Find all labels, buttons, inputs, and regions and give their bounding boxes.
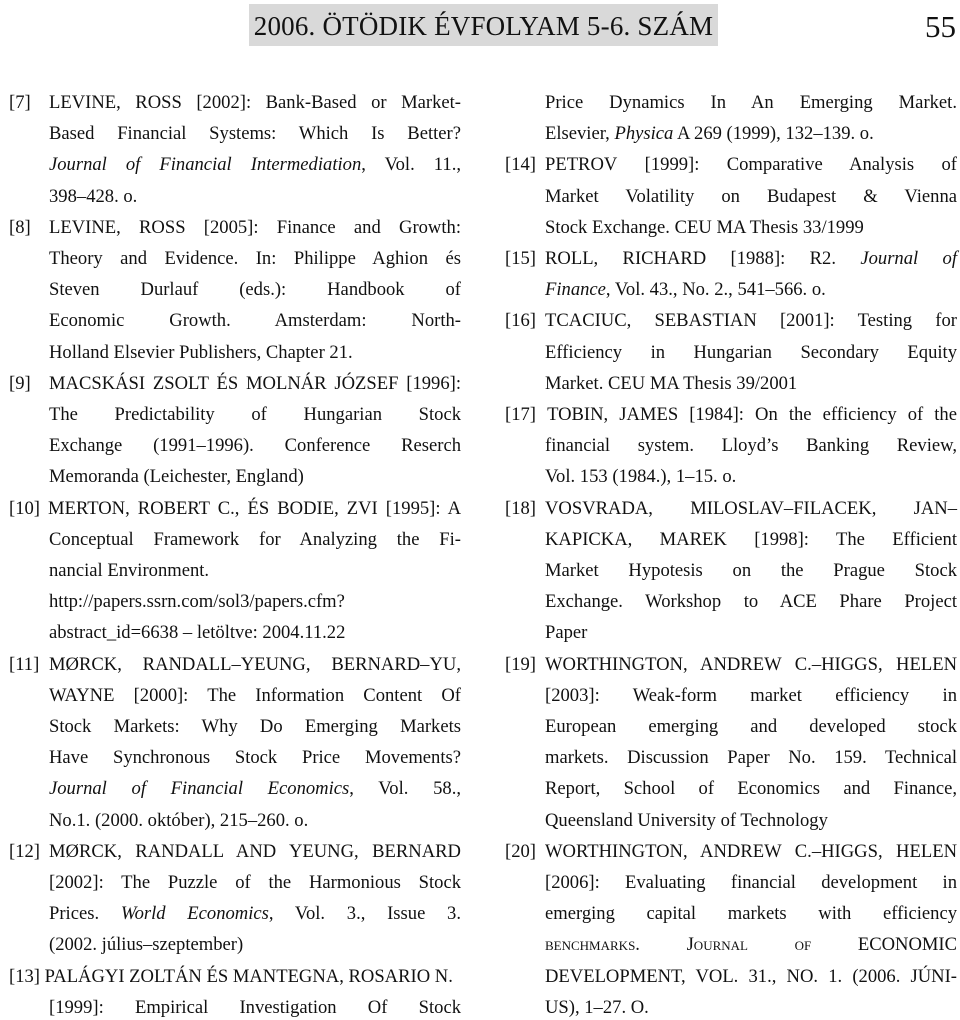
reference-journal: Finance: [545, 279, 606, 301]
reference-text: financial system. Lloyd’s Banking Review,: [545, 435, 957, 457]
reference-text: , Vol. 58.,: [349, 778, 461, 800]
reference-text: [1998]: The Efficient: [726, 528, 957, 550]
reference-number: [14]: [505, 154, 536, 176]
reference-text: (2002. július–szeptember): [49, 934, 244, 956]
reference-13: [9, 961, 461, 1020]
reference-text: Stock Exchange. CEU MA Thesis 33/1999: [545, 216, 864, 238]
reference-text: Stock Markets: Why Do Emerging Markets: [49, 716, 461, 738]
reference-text: No.1. (2000. október), 215–260. o.: [49, 809, 309, 831]
reference-text: [1996]:: [398, 372, 461, 394]
reference-11: [9, 649, 461, 836]
reference-text: Steven Durlauf (eds.): Handbook of: [49, 279, 461, 301]
reference-text: Holland Elsevier Publishers, Chapter 21.: [49, 341, 353, 363]
reference-author: LEVINE, ROSS: [49, 92, 182, 113]
reference-text: [1988]: R2.: [706, 248, 861, 270]
reference-text: Economic Growth. Amsterdam: North-: [49, 310, 461, 332]
reference-journal: Journal of Financial Intermediation: [49, 154, 362, 176]
reference-number: [7]: [9, 92, 31, 113]
page-number: 55: [925, 9, 956, 44]
reference-9: [9, 368, 461, 493]
reference-20: [505, 836, 957, 1020]
right-column: [505, 87, 957, 1020]
reference-text: markets. Discussion Paper No. 159. Technical: [545, 747, 957, 769]
reference-text: Market Volatility on Budapest & Vienna: [545, 185, 957, 207]
reference-15: [505, 243, 957, 305]
reference-10: [9, 493, 461, 649]
reference-text: [2003]: Weak-form market efficiency in: [545, 684, 957, 706]
reference-text: Exchange. Workshop to ACE Phare Project: [545, 591, 957, 613]
reference-text: Market. CEU MA Thesis 39/2001: [545, 372, 798, 394]
reference-text: [1995]: A: [377, 497, 461, 519]
reference-text: nancial Environment.: [49, 560, 210, 582]
reference-text: 398–428. o.: [49, 185, 138, 207]
reference-text: European emerging and developed stock: [545, 716, 957, 738]
reference-author: TCACIUC, SEBASTIAN: [545, 310, 757, 332]
reference-journal: World Economics: [120, 903, 269, 925]
reference-text: emerging capital markets with efficiency: [545, 903, 957, 925]
reference-text: [2000]: The Information Content Of: [114, 684, 461, 706]
reference-text: benchmarks. Journal of ECONOMIC: [545, 934, 957, 956]
reference-13-continued: [505, 87, 957, 149]
reference-7: [9, 87, 461, 212]
reference-text: Theory and Evidence. In: Philippe Aghion és: [49, 248, 461, 270]
reference-text: , Vol. 3., Issue 3.: [268, 903, 461, 925]
reference-author: VOSVRADA, MILOSLAV–FILACEK, JAN–: [545, 497, 957, 519]
reference-author: WORTHINGTON, ANDREW C.–HIGGS, HELEN: [545, 840, 957, 862]
reference-text: Have Synchronous Stock Price Movements?: [49, 747, 461, 769]
reference-16: [505, 305, 957, 399]
reference-number: [18]: [505, 497, 536, 519]
reference-journal: Journal of: [860, 248, 957, 270]
reference-14: [505, 149, 957, 243]
reference-number: [13]: [9, 965, 40, 987]
reference-text: US), 1–27. O.: [545, 996, 649, 1018]
reference-text: Efficiency in Hungarian Secondary Equity: [545, 341, 957, 363]
reference-number: [8]: [9, 216, 31, 238]
reference-text: Price Dynamics In An Emerging Market.: [545, 92, 957, 113]
reference-text: DEVELOPMENT, VOL. 31., NO. 1. (2006. JÚNI-: [545, 965, 957, 987]
reference-17: [505, 399, 957, 493]
reference-text: Elsevier,: [545, 123, 615, 145]
reference-author: PALÁGYI ZOLTÁN ÉS MANTEGNA, ROSARIO N.: [44, 965, 453, 987]
reference-text: Memoranda (Leichester, England): [49, 466, 304, 488]
reference-text: Exchange (1991–1996). Conference Reserch: [49, 435, 461, 457]
reference-text: [2002]: Bank-Based or Market-: [181, 92, 461, 113]
reference-text: , Vol. 43., No. 2., 541–566. o.: [605, 279, 826, 301]
reference-author: TOBIN, JAMES: [547, 404, 679, 426]
reference-author: PETROV: [545, 154, 618, 176]
reference-text: Market Hypotesis on the Prague Stock: [545, 560, 957, 582]
reference-text: Vol. 153 (1984.), 1–15. o.: [545, 466, 737, 488]
reference-text: [2006]: Evaluating financial development in: [545, 872, 957, 894]
reference-number: [15]: [505, 248, 536, 270]
reference-author: LEVINE, ROSS: [49, 216, 186, 238]
reference-author: WAYNE: [49, 684, 115, 706]
reference-text: [1999]: Comparative Analysis of: [617, 154, 957, 176]
reference-text: The Predictability of Hungarian Stock: [49, 404, 461, 426]
reference-text: Paper: [545, 622, 588, 644]
reference-author: MØRCK, RANDALL AND YEUNG, BERNARD: [49, 840, 461, 862]
reference-text: abstract_id=6638 – letöltve: 2004.11.22: [49, 622, 346, 644]
reference-number: [9]: [9, 372, 31, 394]
reference-19: [505, 649, 957, 836]
reference-text: , Vol. 11.,: [361, 154, 461, 176]
reference-url: http://papers.ssrn.com/sol3/papers.cfm?: [49, 591, 345, 613]
journal-issue-title: 2006. ÖTÖDIK ÉVFOLYAM 5-6. SZÁM: [253, 11, 714, 41]
reference-text: [1999]: Empirical Investigation Of Stock: [49, 996, 461, 1018]
reference-number: [19]: [505, 653, 536, 675]
page-header: [0, 0, 960, 50]
reference-journal: Physica: [614, 123, 674, 145]
reference-number: [11]: [9, 653, 40, 675]
reference-author: MØRCK, RANDALL–YEUNG, BERNARD–YU,: [49, 653, 461, 675]
reference-text: [2002]: The Puzzle of the Harmonious Stock: [49, 872, 461, 894]
reference-number: [20]: [505, 840, 536, 862]
reference-author: MACSKÁSI ZSOLT ÉS MOLNÁR JÓZSEF: [49, 372, 399, 394]
reference-number: [17]: [505, 404, 536, 426]
reference-author: MERTON, ROBERT C., ÉS BODIE, ZVI: [48, 497, 378, 519]
reference-author: ROLL, RICHARD: [545, 248, 707, 270]
left-column: [9, 87, 461, 1020]
reference-text: Report, School of Economics and Finance,: [545, 778, 957, 800]
reference-text: Prices.: [49, 903, 121, 925]
reference-author: KAPICKA, MAREK: [545, 528, 727, 550]
reference-text: [2001]: Testing for: [756, 310, 957, 332]
reference-12: [9, 836, 461, 961]
reference-author: WORTHINGTON, ANDREW C.–HIGGS, HELEN: [545, 653, 957, 675]
reference-text: [2005]: Finance and Growth:: [185, 216, 461, 238]
reference-number: [10]: [9, 497, 40, 519]
reference-number: [16]: [505, 310, 536, 332]
reference-8: [9, 212, 461, 368]
reference-18: [505, 493, 957, 649]
reference-text: Based Financial Systems: Which Is Better?: [49, 123, 461, 145]
reference-text: A 269 (1999), 132–139. o.: [673, 123, 874, 145]
reference-text: [1984]: On the efficiency of the: [678, 404, 957, 426]
reference-journal: Journal of Financial Economics: [49, 778, 350, 800]
reference-text: Queensland University of Technology: [545, 809, 828, 831]
reference-number: [12]: [9, 840, 40, 862]
reference-text: Conceptual Framework for Analyzing the Fi-: [49, 528, 461, 550]
